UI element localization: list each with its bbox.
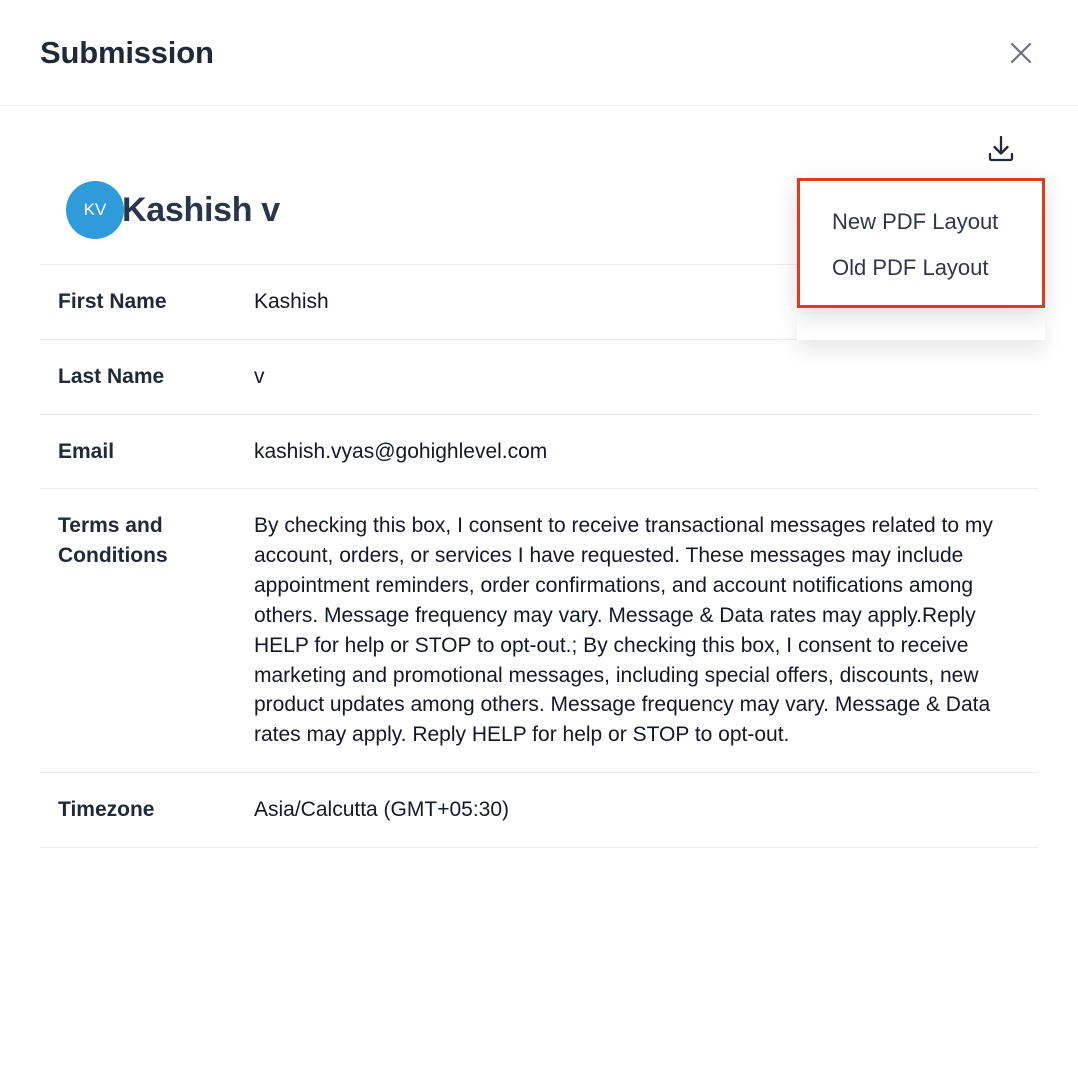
close-button[interactable] [1004,36,1038,70]
table-row [40,414,1038,489]
field-value: By checking this box, I consent to receive transactional messages related to my account, orders, or services I have requested. These messages may include appointment reminders, order confirmations, and account notifications among others. Message frequency may vary. Message & Data rates may apply.Reply HELP for help or STOP to opt-out.; By checking this box, I consent to receive marketing and promotional messages, including special offers, discounts, new product updates among others. Message frequency may vary. Message & Data rates may apply. Reply HELP for help or STOP to opt-out. [254,514,993,747]
table-row [40,772,1038,847]
download-icon [986,134,1016,167]
page-title: Submission [40,34,214,70]
menu-item-new-pdf-layout[interactable]: New PDF Layout [832,209,999,234]
submission-fields-table [40,264,1038,848]
pdf-layout-menu [797,178,1045,308]
field-label: Timezone [58,797,155,821]
dropdown-shadow [797,314,1045,340]
field-value: Kashish [254,290,329,313]
close-icon [1008,40,1034,66]
avatar: KV [66,181,124,239]
contact-name: Kashish v [122,190,280,229]
toolbar [40,106,1038,172]
table-row [40,339,1038,414]
field-label: Terms and Conditions [58,514,168,568]
field-label: First Name [58,290,167,313]
field-value: v [254,364,265,388]
field-label: Email [58,439,115,463]
field-value: Asia/Calcutta (GMT+05:30) [254,797,510,821]
menu-item-old-pdf-layout[interactable]: Old PDF Layout [832,255,989,280]
modal-header [0,0,1078,106]
download-button[interactable] [984,133,1018,167]
table-row [40,489,1038,773]
field-label: Last Name [58,364,165,388]
field-value: kashish.vyas@gohighlevel.com [254,439,548,463]
